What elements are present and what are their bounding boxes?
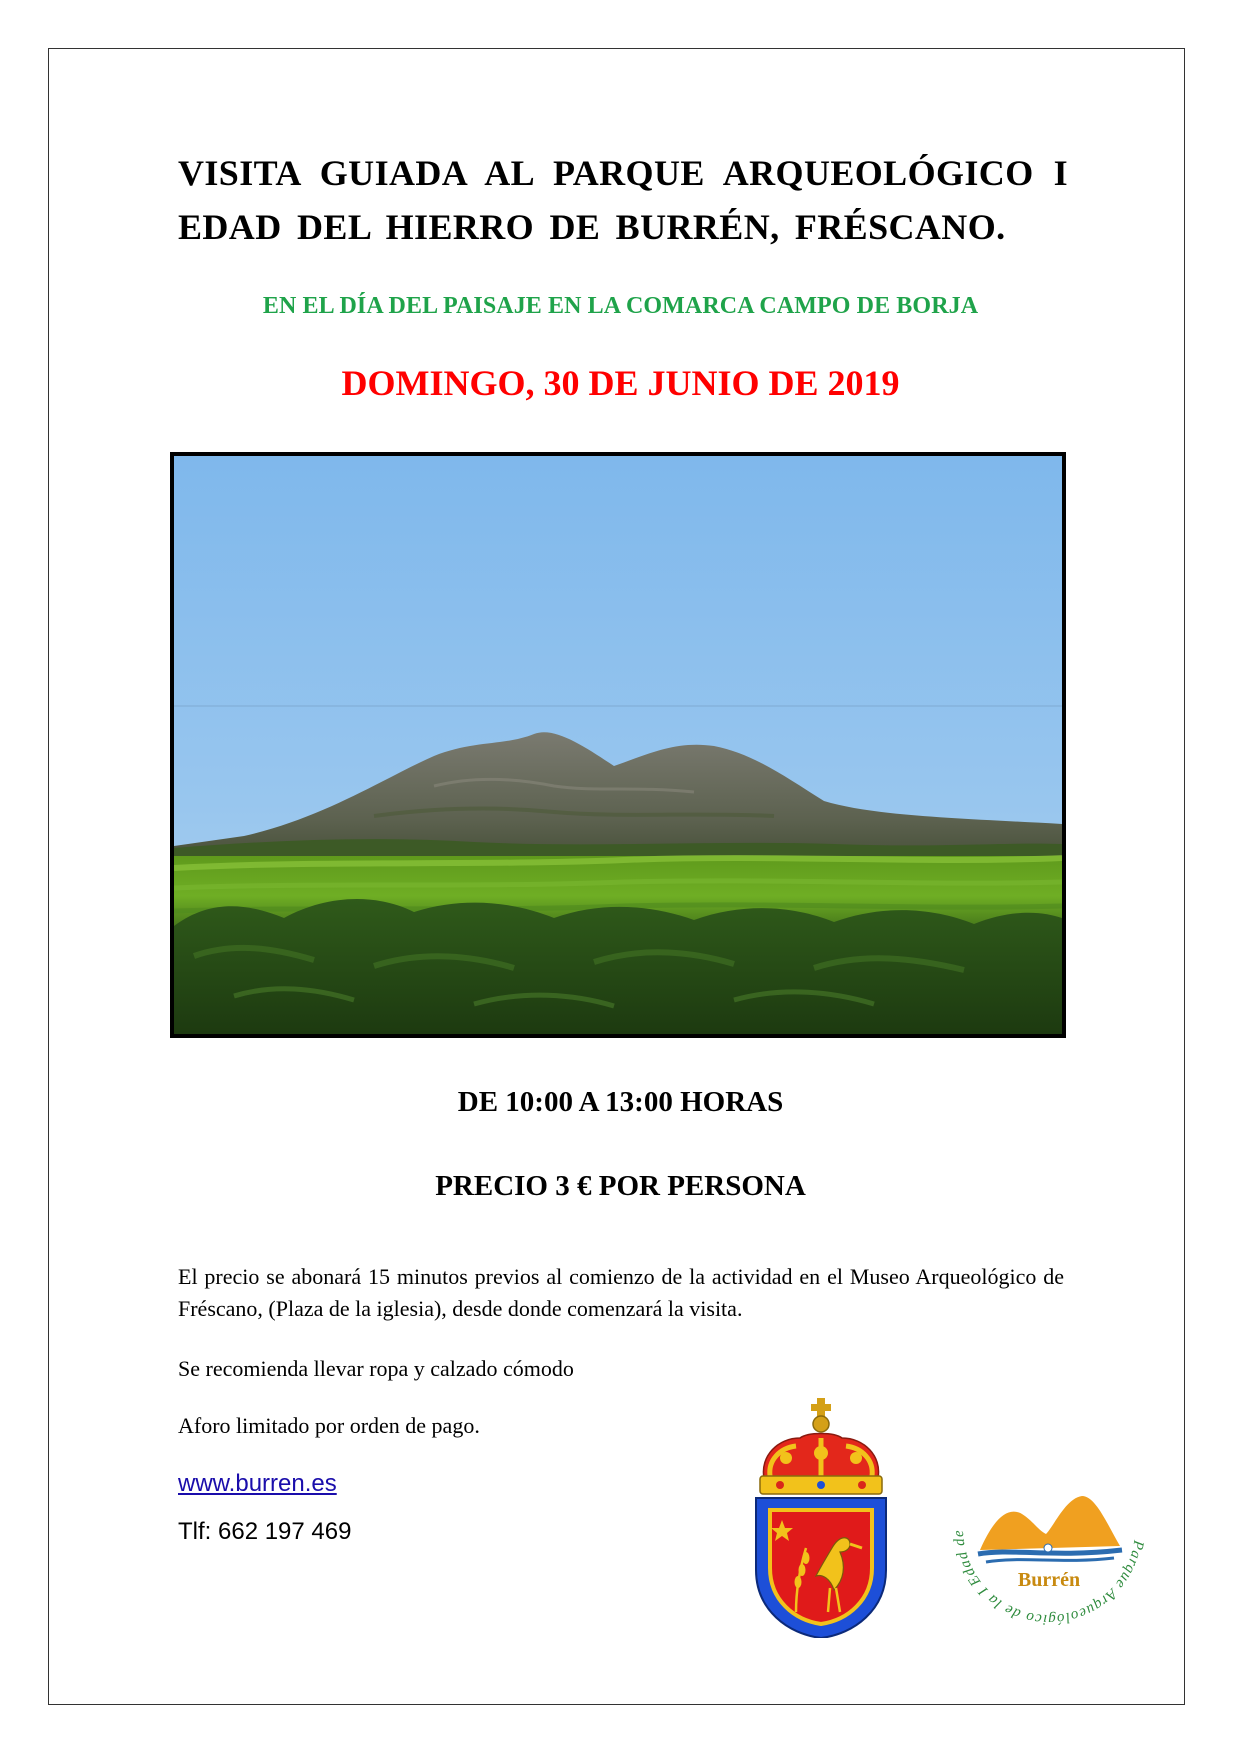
park-logo-name: Burrén <box>1017 1569 1081 1591</box>
event-date: DOMINGO, 30 DE JUNIO DE 2019 <box>341 363 900 403</box>
frescano-coat-of-arms-icon <box>750 1398 892 1638</box>
website-link[interactable]: www.burren.es <box>178 1470 337 1497</box>
poster-title: VISITA GUIADA AL PARQUE ARQUEOLÓGICO I EDAD DEL HIERRO DE BURRÉN, FRÉSCANO. <box>178 153 1068 247</box>
svg-text:Parque Arqueológico de la I Ed <box>942 1422 1146 1627</box>
payment-note: El precio se abonará 15 minutos previos al comienzo de la actividad en el Museo Arqueológico de Fréscano, (Plaza de la iglesia), desde donde comenzará la visita. <box>178 1264 1064 1321</box>
capacity-note: Aforo limitado por orden de pago. <box>178 1413 480 1438</box>
burren-park-logo-icon <box>942 1422 1156 1636</box>
clothing-recommendation: Se recomienda llevar ropa y calzado cómodo <box>178 1356 574 1381</box>
event-hours: DE 10:00 A 13:00 HORAS <box>457 1086 784 1118</box>
poster-subtitle: EN EL DÍA DEL PAISAJE EN LA COMARCA CAMPO DE BORJA <box>262 293 979 319</box>
phone-number: Tlf: 662 197 469 <box>178 1518 352 1545</box>
park-logo-ring-text: Parque Arqueológico de la I Edad de <box>950 1529 1147 1628</box>
mountain-and-vineyard-photo <box>170 452 1066 1038</box>
event-price: PRECIO 3 € POR PERSONA <box>435 1170 806 1202</box>
